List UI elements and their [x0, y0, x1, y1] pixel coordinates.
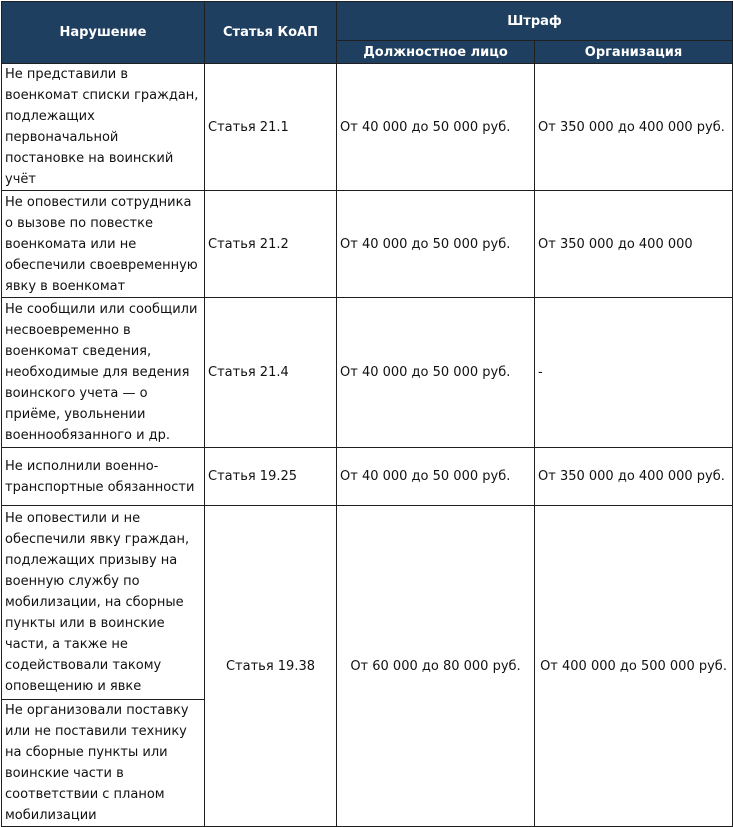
violation-cell: Не организовали поставку или не поставили технику на сборные пункты или воинские части в соответствии с планом мобилизации: [2, 700, 205, 827]
header-article: Статья КоАП: [205, 2, 337, 64]
table-row: [2, 64, 733, 191]
header-organization: Организация: [535, 41, 733, 64]
official-fine-cell: От 40 000 до 50 000 руб.: [337, 448, 535, 506]
violation-cell: Не оповестили и не обеспечили явку граждан, подлежащих призыву на военную службу по мобилизации, на сборные пункты или в воинские части, а также не содействовали такому оповещению и явке: [2, 506, 205, 700]
official-fine-cell: От 60 000 до 80 000 руб.: [337, 506, 535, 827]
violation-cell: Не представили в военкомат списки граждан, подлежащих первоначальной постановке на воинский учёт: [2, 64, 205, 191]
violation-cell: Не исполнили военно-транспортные обязанности: [2, 448, 205, 506]
violation-cell: Не оповестили сотрудника о вызове по повестке военкомата или не обеспечили своевременную явку в военкомат: [2, 191, 205, 298]
table-row: [2, 506, 733, 700]
article-cell: Статья 21.2: [205, 191, 337, 298]
official-fine-cell: От 40 000 до 50 000 руб.: [337, 191, 535, 298]
violation-cell: Не сообщили или сообщили несвоевременно в военкомат сведения, необходимые для ведения воинского учета — о приёме, увольнении военнообязанного и др.: [2, 298, 205, 448]
table-row: [2, 191, 733, 298]
header-fine: Штраф: [337, 2, 733, 41]
organization-fine-cell: От 350 000 до 400 000 руб.: [535, 448, 733, 506]
article-cell: Статья 21.4: [205, 298, 337, 448]
organization-fine-cell: От 350 000 до 400 000 руб.: [535, 64, 733, 191]
organization-fine-cell: -: [535, 298, 733, 448]
organization-fine-cell: От 350 000 до 400 000: [535, 191, 733, 298]
header-violation: Нарушение: [2, 2, 205, 64]
article-cell: Статья 19.25: [205, 448, 337, 506]
table-row: [2, 298, 733, 448]
official-fine-cell: От 40 000 до 50 000 руб.: [337, 64, 535, 191]
article-cell: Статья 21.1: [205, 64, 337, 191]
header-official: Должностное лицо: [337, 41, 535, 64]
table-row: [2, 448, 733, 506]
header-row: [2, 2, 733, 41]
organization-fine-cell: От 400 000 до 500 000 руб.: [535, 506, 733, 827]
fines-table: [1, 1, 733, 827]
official-fine-cell: От 40 000 до 50 000 руб.: [337, 298, 535, 448]
article-cell: Статья 19.38: [205, 506, 337, 827]
